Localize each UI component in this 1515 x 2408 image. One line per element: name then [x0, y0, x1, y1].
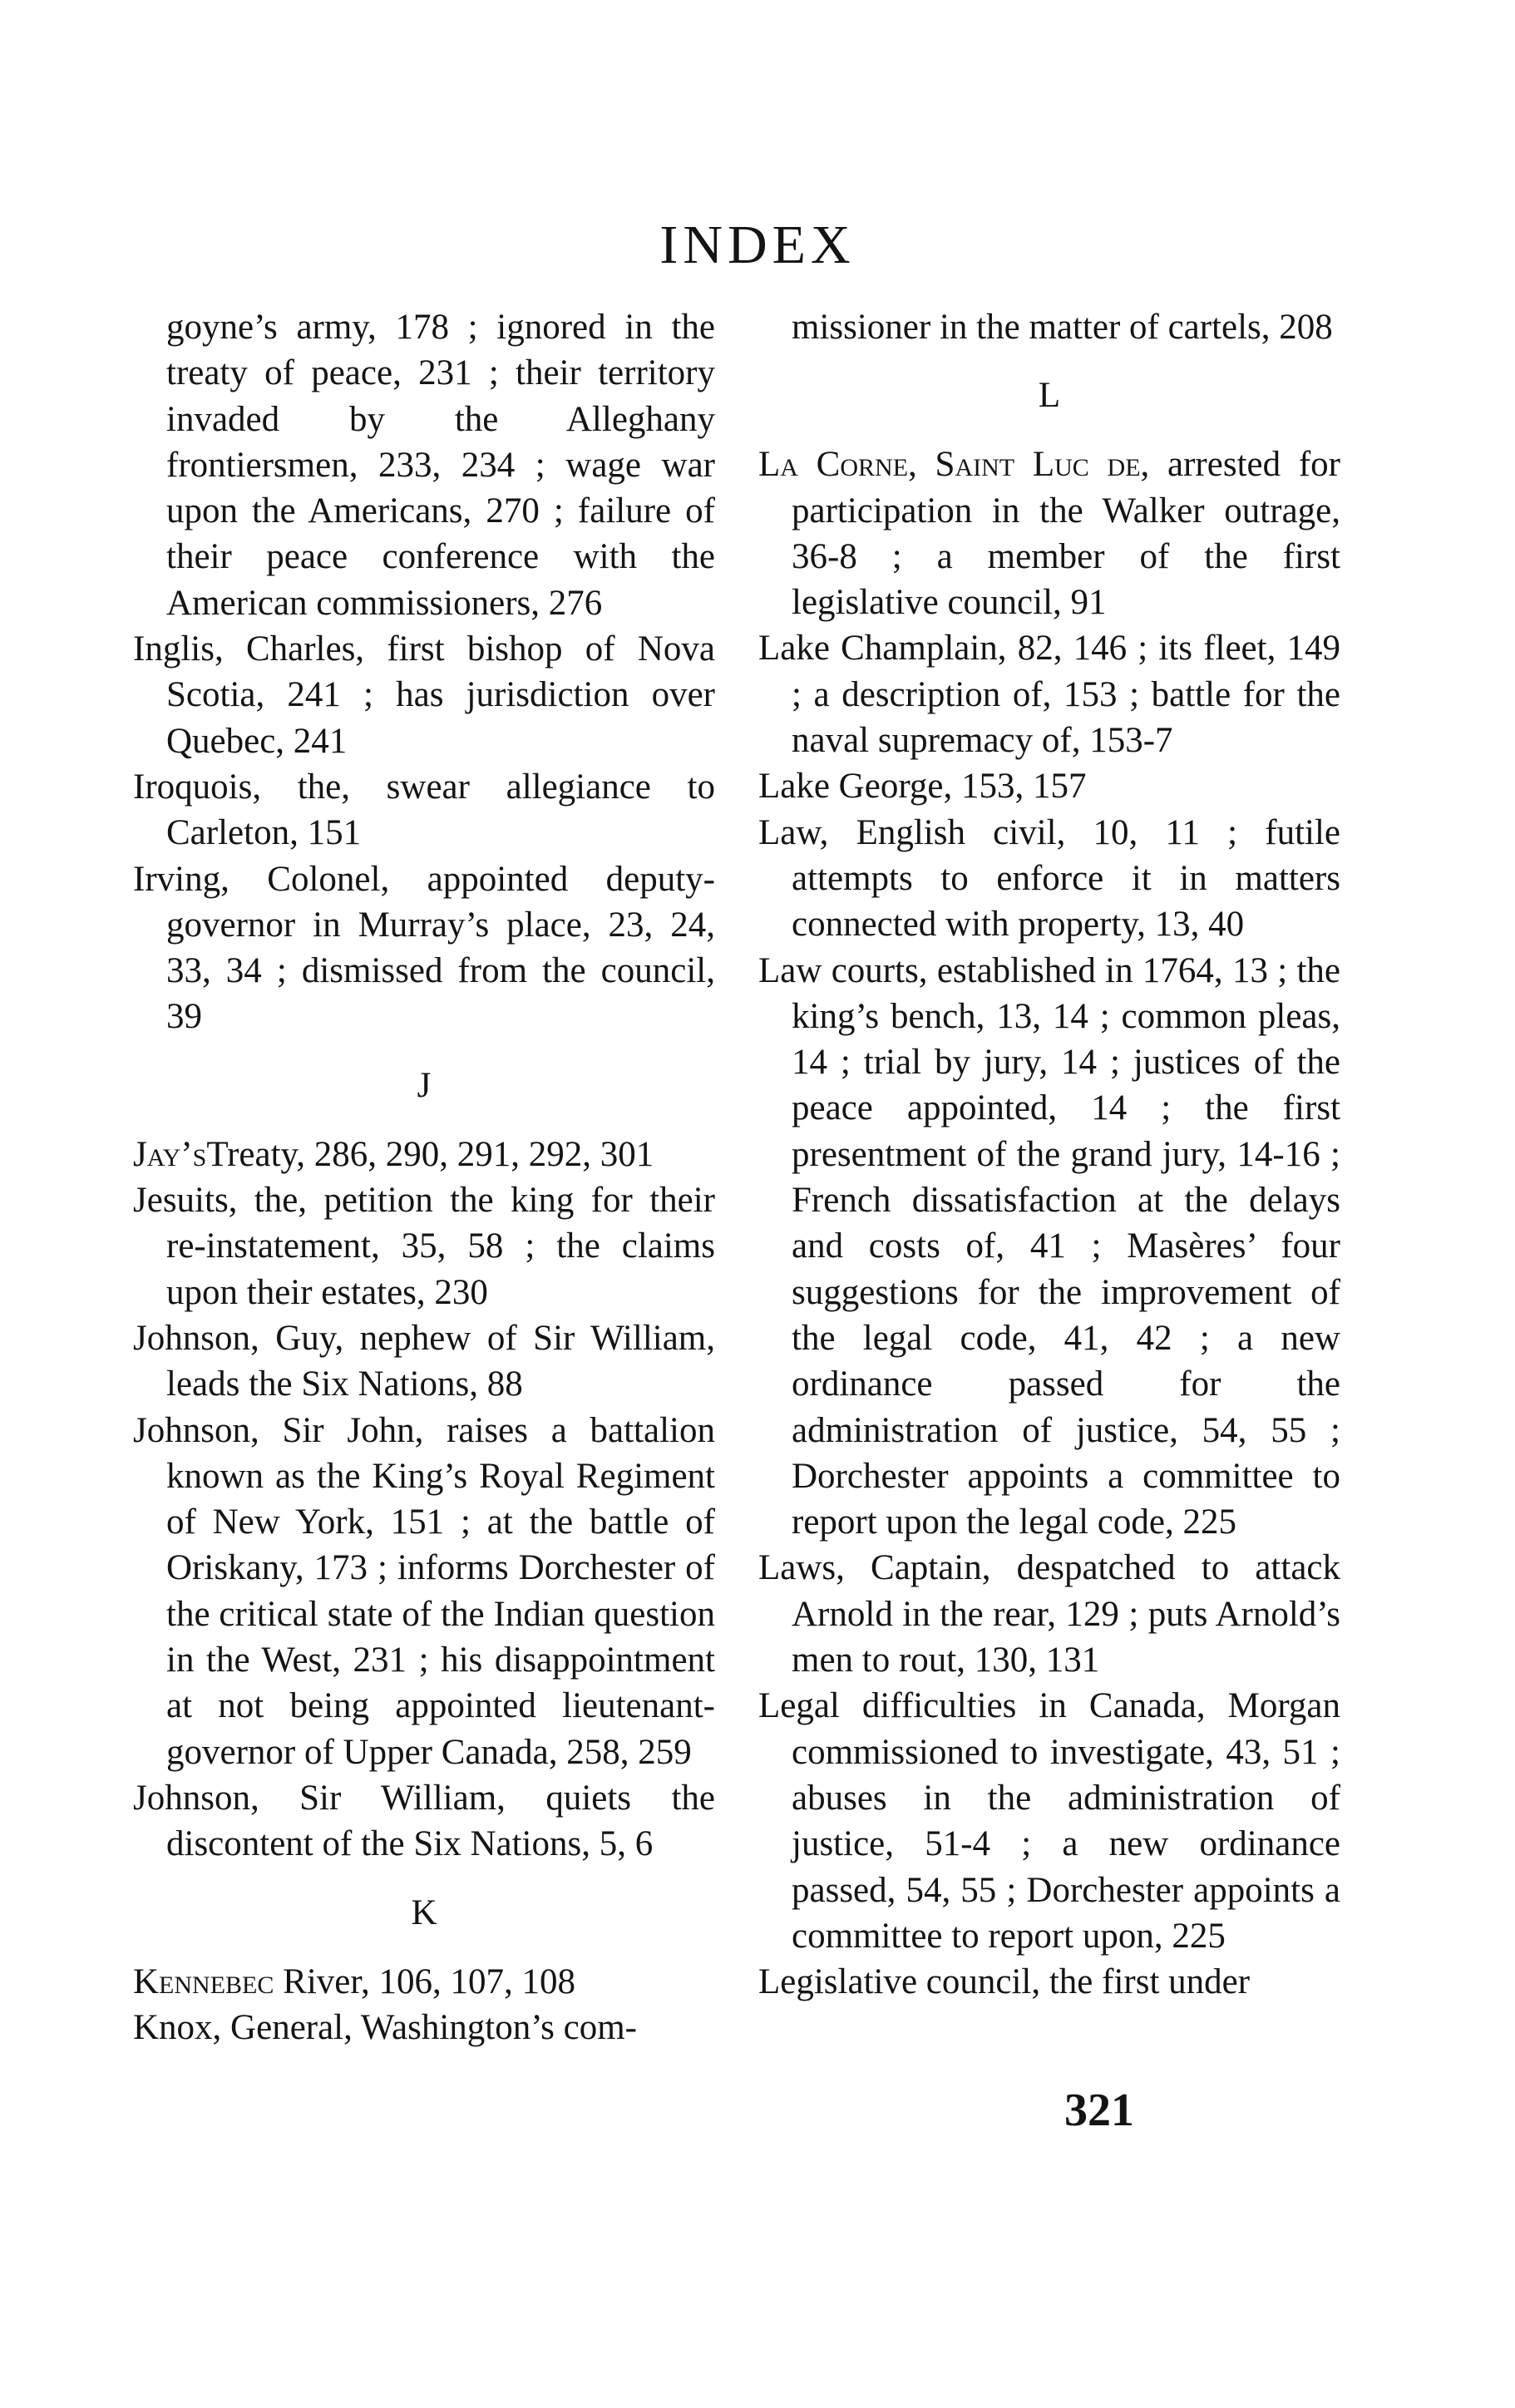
page-title: INDEX	[659, 215, 856, 275]
index-entry: Johnson, Sir John, raises a battalion known as the King’s Royal Regiment of New York, 151 ; at the battle of Oriskany, 173 ; informs Dorchester of the critical state of the Indian question in the West, 231 ; his disappointment at not being appointed lieutenant-governor of Upper Canada, 258, 259	[133, 1410, 715, 1772]
section-letter-j: J	[417, 1065, 432, 1105]
index-entry	[133, 1959, 715, 2005]
index-entry: Legal difficulties in Canada, Morgan commissioned to investigate, 43, 51 ; abuses in the administration of justice, 51-4 ; a new ordinance passed, 54, 55 ; Dorchester appoints a committee to report upon, 225	[758, 1686, 1340, 1956]
page-number: 321	[1064, 2085, 1134, 2136]
entry-heading: La Corne, Saint Luc de,	[758, 445, 1150, 485]
index-entry: Iroquois, the, swear allegiance to Carleton, 151	[133, 767, 715, 853]
index-entry	[133, 1132, 715, 1177]
index-entry	[758, 442, 1340, 625]
section-letter-l: L	[1038, 376, 1061, 416]
index-entry: Jesuits, the, petition the king for their re-instatement, 35, 58 ; the claims upon their estates, 230	[133, 1181, 715, 1312]
section-letter-k: K	[411, 1892, 437, 1932]
index-entry: Knox, General, Washington’s com-	[133, 2007, 637, 2047]
right-column	[758, 304, 1340, 2005]
index-entry: Law courts, established in 1764, 13 ; the king’s bench, 13, 14 ; common pleas, 14 ; trial by jury, 14 ; justices of the peace appointed, 14 ; the first presentment of the grand jury, 14-16 ; French dissatisfaction at the delays and costs of, 41 ; Masères’ four suggestions for the improvement of the legal code, 41, 42 ; a new ordinance passed for the administration of justice, 54, 55 ; Dorchester appoints a committee to report upon the legal code, 225	[758, 950, 1340, 1542]
index-entry: Lake George, 153, 157	[758, 767, 1087, 807]
left-column	[133, 304, 715, 2050]
index-entry-continued: goyne’s army, 178 ; ignored in the treaty of peace, 231 ; their territory invaded by the Alleghany frontiersmen, 233, 234 ; wage war upon the Americans, 270 ; failure of their peace conference with the American commissioners, 276	[166, 308, 715, 623]
index-entry: Johnson, Guy, nephew of Sir William, leads the Six Nations, 88	[133, 1318, 715, 1404]
index-entry: Irving, Colonel, appointed deputy-governor in Murray’s place, 23, 24, 33, 34 ; dismissed from the council, 39	[133, 859, 715, 1037]
index-entry-continued: missioner in the matter of cartels, 208	[792, 308, 1333, 347]
index-entry: Lake Champlain, 82, 146 ; its fleet, 149 ; a description of, 153 ; battle for the naval supremacy of, 153-7	[758, 629, 1340, 761]
index-entry: Legislative council, the first under	[758, 1962, 1251, 2002]
index-entry: Inglis, Charles, first bishop of Nova Scotia, 241 ; has jurisdiction over Quebec, 241	[133, 629, 715, 761]
entry-text: arrested for participation in the Walker outrage, 36-8 ; a member of the first legislative council, 91	[792, 445, 1340, 623]
index-entry: Johnson, Sir William, quiets the discontent of the Six Nations, 5, 6	[133, 1778, 715, 1864]
entry-text: River, 106, 107, 108	[274, 1961, 575, 2001]
index-entry: Laws, Captain, despatched to attack Arnold in the rear, 129 ; puts Arnold’s men to rout, 130, 131	[758, 1548, 1340, 1680]
index-entry: Law, English civil, 10, 11 ; futile attempts to enforce it in matters connected with property, 13, 40	[758, 812, 1340, 945]
entry-heading: Jay’s	[133, 1134, 207, 1174]
entry-text: Treaty, 286, 290, 291, 292, 301	[206, 1134, 654, 1174]
entry-heading: Kennebec	[133, 1961, 274, 2001]
